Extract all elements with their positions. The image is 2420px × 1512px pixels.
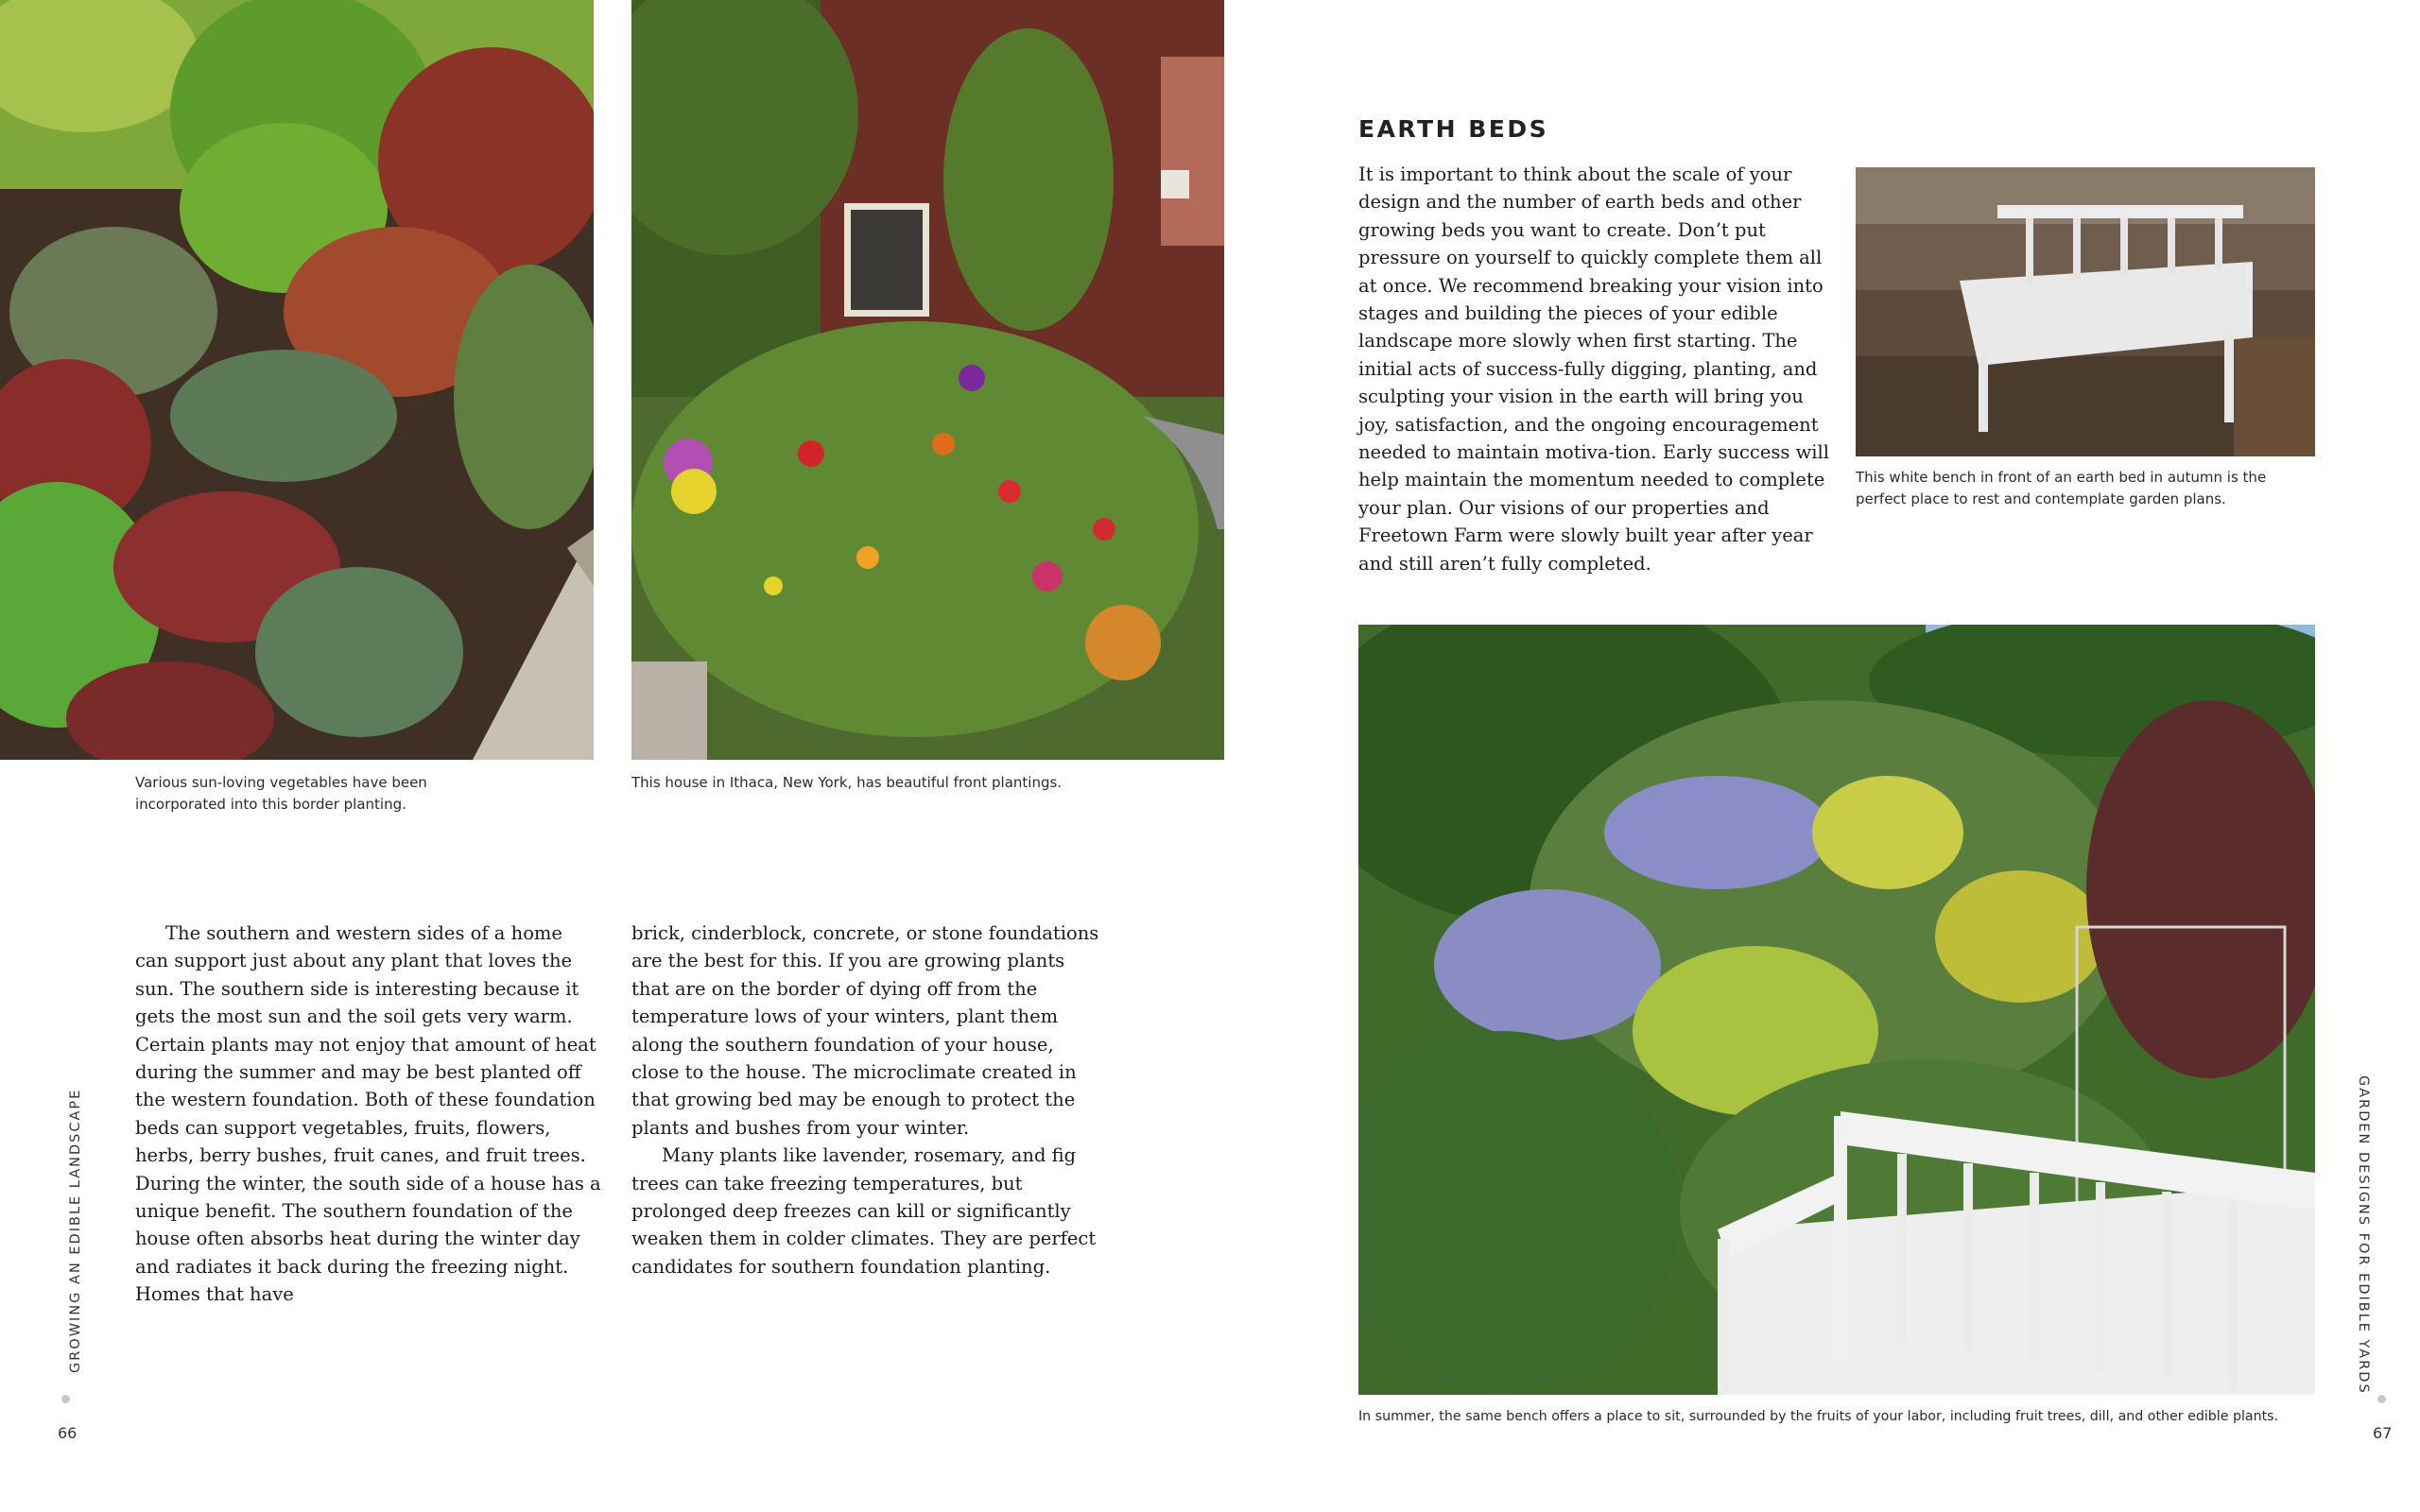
divider-dot (61, 1395, 70, 1403)
body-text-column-1 (135, 919, 601, 1309)
caption-bench-summer: In summer, the same bench offers a place to sit, surrounded by the fruits of your labor, including fruit trees, dill, and other edible plants. (1358, 1409, 2279, 1424)
section-heading: EARTH BEDS (1358, 115, 1549, 143)
page-number-left: 66 (58, 1424, 78, 1442)
paragraph: It is important to think about the scale of your design and the number of earth beds and other growing beds you want to create. Don’t put pressure on yourself to quickly complete them all at once. We recommend breaking your vision into stages and building the pieces of your edible landscape more slowly when first starting. The initial acts of success-fully digging, planting, and sculpting your vision in the earth will bring you joy, satisfaction, and the ongoing encouragement needed to maintain motiva-tion. Early success will help maintain the momentum needed to complete your plan. Our visions of our properties and Freetown Farm were slowly built year after year and still aren’t fully completed. (1358, 163, 1829, 575)
caption-bench-autumn: This white bench in front of an earth bed in autumn is the perfect place to rest and contemplate garden plans. (1856, 469, 2267, 507)
photo-bench-summer (1358, 625, 2315, 1395)
body-text-column-2 (631, 919, 1099, 1280)
body-text-earth-beds (1358, 161, 1831, 577)
paragraph: The southern and western sides of a home can support just about any plant that loves the sun. The southern side is interesting because it gets the most sun and the soil gets very warm. Certain plants may not enjoy that amount of heat during the summer and may be best planted off the western foundation. Both of these foundation beds can support vegetables, fruits, flowers, herbs, berry bushes, fruit canes, and fruit trees. During the winter, the south side of a house has a unique benefit. The southern foundation of the house often absorbs heat during the winter day and radiates it back during the freezing night. Homes that have (135, 922, 601, 1306)
paragraph: brick, cinderblock, concrete, or stone foundations are the best for this. If you are growing plants that are on the border of dying off from the temperature lows of your winters, plant them along the southern foundation of your house, close to the house. The microclimate created in that growing bed may be enough to protect the plants and bushes from your winter. (631, 922, 1099, 1139)
divider-dot (2377, 1395, 2386, 1403)
page-number-right: 67 (2373, 1424, 2393, 1442)
paragraph: Many plants like lavender, rosemary, and fig trees can take freezing temperatures, but prolonged deep freezes can kill or significantly weaken them in colder climates. They are perfect candidates for southern foundation planting. (631, 1144, 1097, 1278)
caption-ithaca-house: This house in Ithaca, New York, has beautiful front plantings. (631, 774, 1063, 791)
photo-bench-autumn (1856, 167, 2315, 456)
running-head-left: GROWING AN EDIBLE LANDSCAPE (68, 1088, 83, 1373)
photo-ithaca-house (631, 0, 1224, 760)
caption-vegetable-border: Various sun-loving vegetables have been incorporated into this border planting. (135, 774, 427, 813)
photo-vegetable-border (0, 0, 594, 760)
running-head-right: GARDEN DESIGNS FOR EDIBLE YARDS (2356, 1075, 2371, 1395)
